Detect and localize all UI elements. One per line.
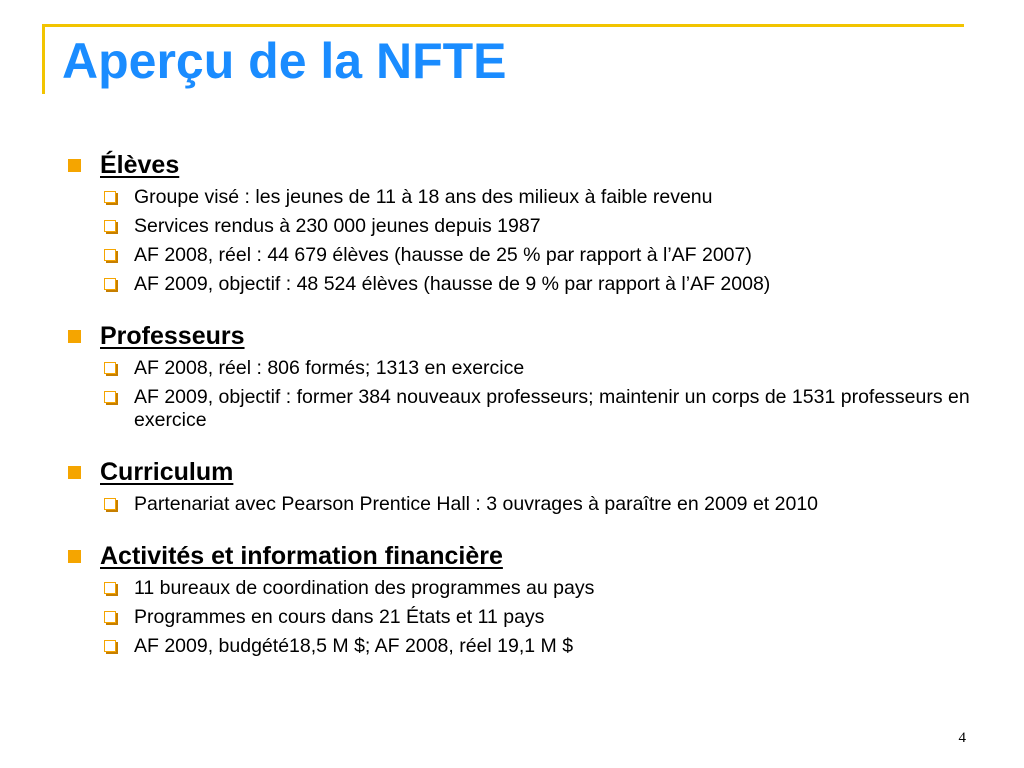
section-professeurs [68,319,1008,432]
bullet-list [68,577,1008,658]
section-header [68,539,1008,573]
square-bullet-icon [68,159,81,172]
list-item [104,186,1008,209]
square-bullet-icon [68,466,81,479]
list-item-text: AF 2009, objectif : 48 524 élèves (hausse de 9 % par rapport à l’AF 2008) [134,273,771,295]
slide-title: Aperçu de la NFTE [62,33,507,89]
frame-left-line [42,24,45,94]
checkbox-bullet-icon [104,220,116,232]
list-item [104,273,1008,296]
frame-top-line [42,24,964,27]
list-item [104,244,1008,267]
square-bullet-icon [68,330,81,343]
checkbox-bullet-icon [104,640,116,652]
section-header [68,148,1008,182]
checkbox-bullet-icon [104,582,116,594]
list-item-text: AF 2008, réel : 44 679 élèves (hausse de 25 % par rapport à l’AF 2007) [134,244,752,266]
list-item-text: Partenariat avec Pearson Prentice Hall : 3 ouvrages à paraître en 2009 et 2010 [134,493,819,515]
list-item-text: 11 bureaux de coordination des programmes au pays [134,577,595,599]
section-eleves [68,148,1008,296]
list-item-text: Programmes en cours dans 21 États et 11 pays [134,606,545,628]
list-item [104,386,1008,432]
section-title: Curriculum [100,457,234,486]
bullet-list [68,357,1008,432]
bullet-list [68,186,1008,296]
list-item [104,635,1008,658]
section-title: Élèves [100,150,180,179]
bullet-list [68,493,1008,516]
checkbox-bullet-icon [104,191,116,203]
section-curriculum [68,455,1008,516]
checkbox-bullet-icon [104,391,116,403]
list-item-text: AF 2009, budgété18,5 M $; AF 2008, réel 19,1 M $ [134,635,574,657]
page-number: 4 [958,730,966,746]
list-item-text: Services rendus à 230 000 jeunes depuis 1987 [134,215,541,237]
list-item [104,606,1008,629]
list-item-text: AF 2009, objectif : former 384 nouveaux professeurs; maintenir un corps de 1531 professeurs en exercice [134,386,970,431]
section-title: Activités et information financière [100,541,503,570]
list-item [104,577,1008,600]
section-header [68,455,1008,489]
checkbox-bullet-icon [104,611,116,623]
slide-content [68,148,1008,681]
checkbox-bullet-icon [104,249,116,261]
section-activites-finances [68,539,1008,658]
section-title: Professeurs [100,321,245,350]
list-item-text: AF 2008, réel : 806 formés; 1313 en exercice [134,357,525,379]
checkbox-bullet-icon [104,498,116,510]
list-item-text: Groupe visé : les jeunes de 11 à 18 ans des milieux à faible revenu [134,186,713,208]
checkbox-bullet-icon [104,362,116,374]
checkbox-bullet-icon [104,278,116,290]
list-item [104,357,1008,380]
square-bullet-icon [68,550,81,563]
list-item [104,493,1008,516]
list-item [104,215,1008,238]
section-header [68,319,1008,353]
